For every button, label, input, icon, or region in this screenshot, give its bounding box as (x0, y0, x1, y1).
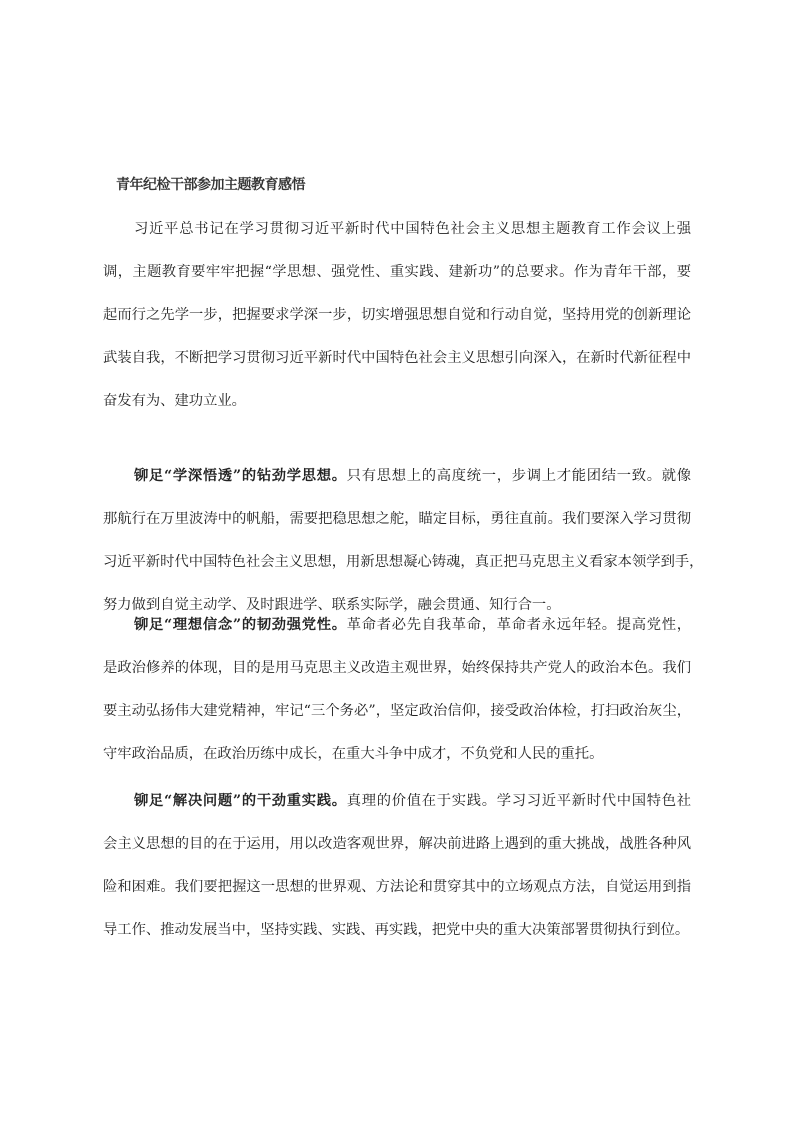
paragraph-text: 真理的价值在于实践。学习习近平新时代中国特色社 (346, 793, 691, 809)
paragraph-line: 险和困难。我们要把握这一思想的世界观、方法论和贯穿其中的立场观点方法，自觉运用到指 (103, 879, 691, 895)
paragraph-practice (103, 780, 691, 952)
paragraph-line (103, 604, 691, 647)
paragraph-line: 要主动弘扬伟大建党精神，牢记“三个务必”，坚定政治信仰，接受政治体检，打扫政治灰尘， (103, 703, 691, 719)
paragraph-line: 奋发有为、建功立业。 (103, 393, 246, 409)
paragraph-party-spirit (103, 604, 691, 776)
paragraph-line: 武装自我，不断把学习贯彻习近平新时代中国特色社会主义思想引向深入，在新时代新征程中 (103, 350, 691, 366)
paragraph-line: 会主义思想的目的在于运用，用以改造客观世界，解决前进路上遇到的重大挑战，战胜各种风 (103, 836, 691, 852)
paragraph-line: 调，主题教育要牢牢把握“学思想、强党性、重实践、建新功”的总要求。作为青年干部，要 (103, 264, 691, 280)
paragraph-lead: 铆足“理想信念”的韧劲强党性。 (134, 617, 347, 633)
paragraph-line: 习近平新时代中国特色社会主义思想，用新思想凝心铸魂，真正把马克思主义看家本领学到手， (103, 554, 704, 570)
paragraph-text: 只有思想上的高度统一，步调上才能团结一致。就像 (346, 468, 691, 484)
paragraph-lead: 铆足“解决问题”的干劲重实践。 (134, 793, 347, 809)
paragraph-line: 那航行在万里波涛中的帆船，需要把稳思想之舵，瞄定目标，勇往直前。我们要深入学习贯彻 (103, 511, 691, 527)
paragraph-line: 习近平总书记在学习贯彻习近平新时代中国特色社会主义思想主题教育工作会议上强 (134, 221, 691, 237)
paragraph-line (103, 780, 691, 823)
paragraph-line: 导工作、推动发展当中，坚持实践、实践、再实践，把党中央的重大决策部署贯彻执行到位。 (103, 922, 690, 938)
paragraph-line: 起而行之先学一步，把握要求学深一步，切实增强思想自觉和行动自觉，坚持用党的创新理论 (103, 307, 691, 323)
document-title: 青年纪检干部参加主题教育感悟 (116, 177, 305, 193)
paragraph-study-thought (103, 455, 704, 627)
paragraph-text: 革命者必先自我革命，革命者永远年轻。提高党性， (346, 617, 691, 633)
paragraph-intro (103, 208, 691, 423)
paragraph-line: 守牢政治品质，在政治历练中成长，在重大斗争中成才，不负党和人民的重托。 (103, 746, 604, 762)
paragraph-line: 努力做到自觉主动学、及时跟进学、联系实际学，融会贯通、知行合一。 (103, 597, 561, 613)
paragraph-line: 是政治修养的体现，目的是用马克思主义改造主观世界，始终保持共产党人的政治本色。我们 (103, 660, 691, 676)
paragraph-lead: 铆足“学深悟透”的钻劲学思想。 (134, 468, 347, 484)
paragraph-line (103, 455, 691, 498)
